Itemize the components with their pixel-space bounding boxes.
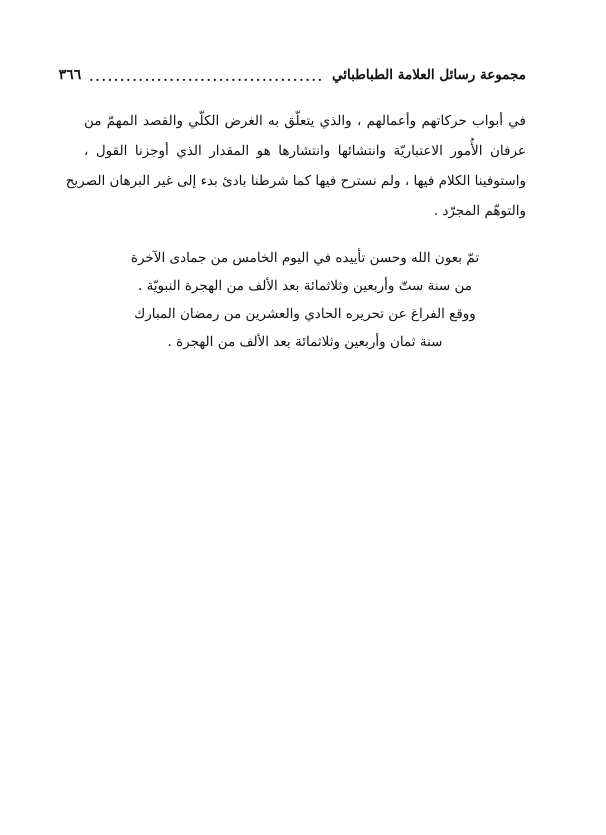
body-paragraph: [65, 106, 526, 226]
colophon-line: تمّ بعون الله وحسن تأييده في اليوم الخامس من جمادى الآخرة: [130, 250, 480, 266]
body-line: واستوفينا الكلام فيها ، ولم نسترح فيها كما شرطنا بادئ بدء إلى غير البرهان الصريح: [65, 173, 526, 189]
colophon-line: ووقع الفراغ عن تحريره الحادي والعشرين من رمضان المبارك: [134, 306, 476, 322]
body-line: والتوهّم المجرّد .: [433, 203, 526, 219]
body-line: في أبواب حركاتهم وأعمالهم ، والذي يتعلّق به الغرض الكلّي والقصد المهمّ من: [84, 113, 526, 129]
colophon-line: سنة ثمان وأربعين وثلاثمائة بعد الألف من الهجرة .: [167, 334, 443, 350]
page-number: ٣٦٦: [58, 67, 82, 83]
body-line: عرفان الأُمور الاعتباريّة وانتشائها وانتشارها هو المقدار الذي أوجزنا القول ،: [84, 143, 526, 159]
colophon: [84, 244, 526, 356]
colophon-line: من سنة ستّ وأربعين وثلاثمائة بعد الألف من الهجرة النبويّة .: [137, 278, 473, 294]
running-header: [58, 64, 526, 86]
header-leader-dots: ......................................: [89, 70, 324, 84]
running-header-title: مجموعة رسائل العلامة الطباطبائي: [331, 67, 526, 83]
